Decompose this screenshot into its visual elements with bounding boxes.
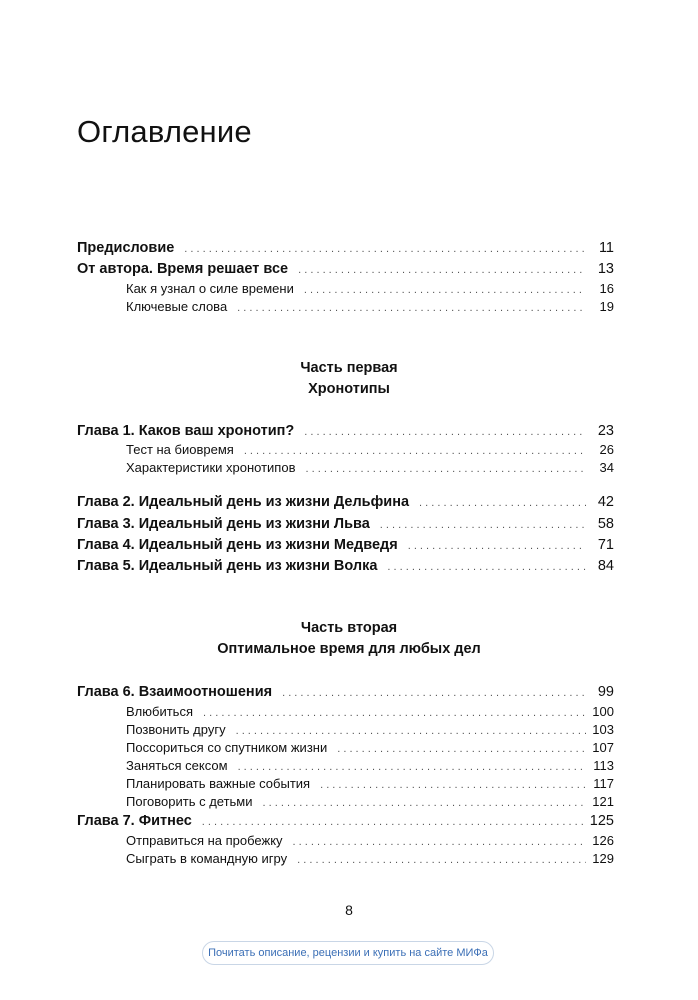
- toc-entry-label: От автора. Время решает все: [77, 261, 289, 277]
- promo-link[interactable]: Почитать описание, рецензии и купить на сайте МИФа: [202, 941, 494, 965]
- toc-entry-page: 42: [597, 494, 614, 510]
- toc-entry-label: Тест на биовремя: [126, 442, 234, 457]
- dot-leader: [263, 797, 586, 809]
- toc-entry-label: Влюбиться: [126, 704, 193, 719]
- toc-entry-label: Как я узнал о силе времени: [126, 281, 294, 296]
- toc-subentry[interactable]: [126, 442, 614, 457]
- toc-entry-label: Поговорить с детьми: [126, 794, 253, 809]
- dot-leader: [244, 445, 586, 457]
- toc-subentry[interactable]: [126, 794, 614, 809]
- dot-leader: [282, 687, 586, 699]
- toc-entry-page: 125: [589, 813, 614, 829]
- toc-entry-label: Глава 4. Идеальный день из жизни Медведя: [77, 537, 398, 553]
- dot-leader: [203, 707, 586, 719]
- dot-leader: [380, 519, 586, 531]
- toc-entry-page: 16: [599, 281, 614, 296]
- toc-entry-page: 71: [597, 537, 614, 553]
- toc-entry-page: 34: [599, 460, 614, 475]
- toc-entry-author[interactable]: [77, 261, 614, 277]
- toc-entry-label: Глава 1. Каков ваш хронотип?: [77, 423, 295, 439]
- toc-subentry[interactable]: [126, 299, 614, 314]
- dot-leader: [297, 854, 586, 866]
- toc-entry-preface[interactable]: [77, 240, 614, 256]
- toc-entry-page: 58: [597, 516, 614, 532]
- toc-entry-chapter-4[interactable]: [77, 537, 614, 553]
- toc-entry-page: 100: [592, 704, 614, 719]
- toc-entry-label: Предисловие: [77, 240, 175, 256]
- toc-entry-page: 113: [593, 758, 614, 773]
- dot-leader: [337, 743, 586, 755]
- toc-entry-label: Ключевые слова: [126, 299, 228, 314]
- dot-leader: [236, 725, 586, 737]
- part-one-label: Часть первая: [300, 360, 398, 376]
- toc-subentry[interactable]: [126, 281, 614, 296]
- toc-entry-label: Глава 6. Взаимоотношения: [77, 684, 273, 700]
- toc-entry-chapter-3[interactable]: [77, 516, 614, 532]
- dot-leader: [237, 302, 586, 314]
- toc-entry-chapter-2[interactable]: [77, 494, 614, 510]
- dot-leader: [304, 426, 586, 438]
- toc-entry-chapter-1[interactable]: [77, 423, 614, 439]
- toc-subentry[interactable]: [126, 833, 614, 848]
- toc-entry-page: 126: [592, 833, 614, 848]
- dot-leader: [419, 497, 586, 509]
- dot-leader: [305, 463, 586, 475]
- toc-entry-label: Глава 3. Идеальный день из жизни Льва: [77, 516, 370, 532]
- toc-entry-label: Отправиться на пробежку: [126, 833, 283, 848]
- toc-entry-label: Характеристики хронотипов: [126, 460, 296, 475]
- dot-leader: [184, 243, 586, 255]
- toc-entry-page: 11: [598, 240, 614, 256]
- toc-subentry[interactable]: [126, 740, 614, 755]
- part-one-title: Хронотипы: [308, 381, 390, 397]
- toc-entry-chapter-6[interactable]: [77, 684, 614, 700]
- toc-entry-page: 121: [592, 794, 614, 809]
- toc-entry-label: Глава 7. Фитнес: [77, 813, 192, 829]
- toc-subentry[interactable]: [126, 758, 614, 773]
- toc-subentry[interactable]: [126, 722, 614, 737]
- page-title: Оглавление: [77, 114, 252, 149]
- toc-entry-page: 84: [597, 558, 614, 574]
- dot-leader: [293, 836, 586, 848]
- toc-subentry[interactable]: [126, 776, 614, 791]
- toc-entry-page: 23: [597, 423, 614, 439]
- part-two-title: Оптимальное время для любых дел: [217, 641, 481, 657]
- dot-leader: [320, 779, 586, 791]
- dot-leader: [298, 264, 586, 276]
- toc-entry-label: Глава 2. Идеальный день из жизни Дельфина: [77, 494, 410, 510]
- dot-leader: [202, 816, 584, 828]
- toc-entry-page: 99: [597, 684, 614, 700]
- toc-entry-page: 19: [599, 299, 614, 314]
- toc-entry-chapter-7[interactable]: [77, 813, 614, 829]
- toc-entry-label: Планировать важные события: [126, 776, 311, 791]
- page-number: 8: [345, 902, 353, 918]
- toc-entry-page: 13: [597, 261, 614, 277]
- toc-subentry[interactable]: [126, 460, 614, 475]
- dot-leader: [238, 761, 586, 773]
- dot-leader: [408, 540, 586, 552]
- toc-entry-page: 107: [592, 740, 614, 755]
- dot-leader: [304, 284, 586, 296]
- toc-entry-page: 26: [599, 442, 614, 457]
- toc-entry-label: Поссориться со спутником жизни: [126, 740, 328, 755]
- part-two-label: Часть вторая: [300, 620, 398, 636]
- toc-entry-chapter-5[interactable]: [77, 558, 614, 574]
- dot-leader: [387, 561, 586, 573]
- toc-subentry[interactable]: [126, 704, 614, 719]
- toc-entry-page: 117: [593, 776, 614, 791]
- toc-entry-label: Сыграть в командную игру: [126, 851, 288, 866]
- toc-entry-page: 103: [592, 722, 614, 737]
- toc-entry-label: Позвонить другу: [126, 722, 226, 737]
- toc-entry-label: Заняться сексом: [126, 758, 228, 773]
- toc-entry-page: 129: [592, 851, 614, 866]
- toc-entry-label: Глава 5. Идеальный день из жизни Волка: [77, 558, 378, 574]
- toc-subentry[interactable]: [126, 851, 614, 866]
